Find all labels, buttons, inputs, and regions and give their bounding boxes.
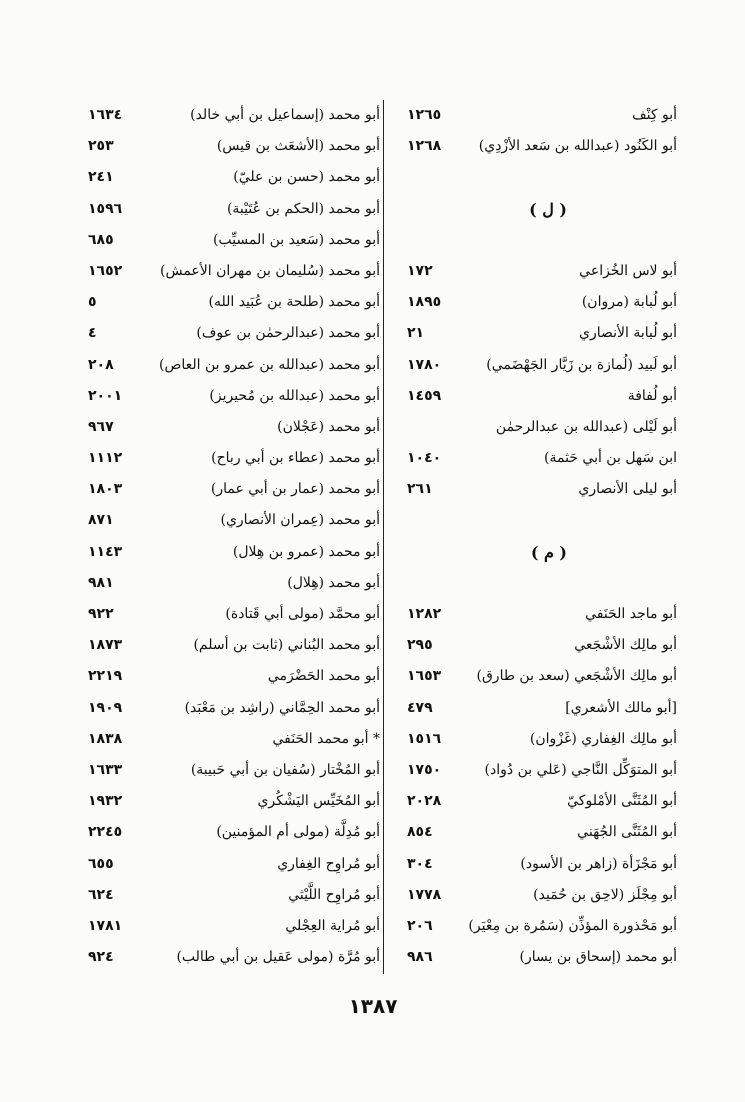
section-letter: ( ل )	[529, 199, 567, 219]
entry-number: ٢٠٢٨	[407, 793, 442, 810]
entry-name: أبو مُرَّة (مولى عَقيل بن أبي طالب)	[176, 949, 380, 966]
entry-number: ٦٢٤	[88, 886, 114, 903]
entry-name: أبو محمد البُناني (ثابت بن أسلم)	[193, 637, 380, 654]
entry-name: أبو المُثَنَّى الجُهَني	[577, 824, 677, 841]
entry-name: أبو محمد (الحكم بن عُتَيْبة)	[226, 200, 380, 217]
index-entry	[88, 599, 380, 630]
left-column	[88, 100, 380, 974]
entry-name: أبو كِنْف	[632, 107, 677, 123]
entry-name: أبو محمَّد (مولى أبي قَتادة)	[225, 606, 380, 622]
index-entry	[88, 661, 380, 692]
entry-number: ٩٨٦	[407, 949, 433, 966]
index-entry	[407, 350, 677, 381]
index-entry	[407, 225, 677, 256]
entry-number: ٩٦٧	[88, 418, 114, 435]
index-entry	[88, 755, 380, 786]
index-entry	[407, 817, 677, 848]
entry-number: ١٨٣٨	[88, 730, 123, 747]
entry-number: ٢٤١	[88, 169, 114, 186]
entry-name: أبو مالِك الأشْجَعي (سعد بن طارق)	[476, 668, 677, 685]
entry-number: ٦٨٥	[88, 231, 114, 248]
entry-number: ١٨٧٣	[88, 637, 123, 654]
entry-number: ١٦٣٣	[88, 761, 123, 778]
entry-number: ٢٢٤٥	[88, 824, 123, 841]
index-entry	[407, 443, 677, 474]
entry-name: أبو لُفافة	[627, 387, 677, 404]
index-entry	[407, 661, 677, 692]
entry-name: أبو المُثَنَّى الأمْلوكيّ	[567, 793, 677, 810]
index-entry	[88, 880, 380, 911]
index-entry	[407, 505, 677, 536]
entry-number: ١٧٧٨	[407, 886, 442, 903]
entry-name: أبو لَيْلى (عبدالله بن عبدالرحمٰن	[495, 418, 677, 435]
entry-name: أبو المُخْتار (سُفيان بن أبي حَبيبة)	[190, 761, 380, 778]
entry-number: ١٢٦٨	[407, 138, 442, 155]
entry-name: أبو المُخَيِّس اليَشْكُري	[257, 793, 380, 810]
index-entry	[88, 412, 380, 443]
entry-number: ٩٢٤	[88, 949, 114, 966]
entry-name: أبو محمد الحَضْرَمي	[267, 668, 380, 685]
entry-name: أبو مَحْذورة المؤذِّن (سَمُرة بن مِعْيَر)	[468, 917, 677, 934]
entry-number: ٩٨١	[88, 574, 114, 591]
entry-number: ١٧٨١	[88, 917, 123, 934]
entry-number: ١٥١٦	[407, 730, 442, 747]
entry-number: ١٥٩٦	[88, 200, 123, 217]
right-column	[407, 100, 677, 974]
section-letter: ( م )	[530, 542, 567, 562]
entry-number: ٨٧١	[88, 512, 114, 529]
entry-number: ١٢٦٥	[407, 107, 442, 123]
index-entry	[407, 568, 677, 599]
index-entry	[88, 724, 380, 755]
entry-name: أبو مُدِلَّة (مولى أم المؤمنين)	[216, 824, 380, 841]
entry-name: أبو الكَنُود (عبدالله بن سَعد الأزْدِي)	[478, 138, 677, 155]
entry-number: ٥	[88, 294, 97, 311]
entry-number: ٢٠٠١	[88, 387, 123, 404]
entry-name: أبو محمد (عبدالرحمٰن بن عوف)	[196, 325, 380, 342]
section-heading	[407, 537, 677, 568]
entry-name: أبو محمد (طلحة بن عُبَيد الله)	[208, 294, 380, 311]
index-entry	[407, 474, 677, 505]
index-entry	[88, 693, 380, 724]
entry-number: ١٦٥٢	[88, 262, 123, 279]
entry-number: ٢٢١٩	[88, 668, 123, 685]
index-entry	[407, 412, 677, 443]
index-entry	[88, 505, 380, 536]
entry-name: أبو مَجْزَأة (زاهر بن الأسود)	[520, 855, 677, 872]
entry-name: أبو محمد (حسن بن عليّ)	[233, 169, 380, 186]
index-entry	[407, 100, 677, 131]
entry-number: ٢١	[407, 325, 425, 342]
entry-name: أبو محمد (إسماعيل بن أبي خالد)	[190, 107, 380, 123]
entry-name: أبو لاس الخُزاعي	[579, 262, 677, 279]
index-entry	[407, 880, 677, 911]
entry-number: ٢٩٥	[407, 637, 433, 654]
index-entry	[88, 443, 380, 474]
entry-name: أبو لَبيد (لُمازة بن زَيَّار الجَهْضَمي)	[486, 356, 677, 373]
entry-number: ١٦٣٤	[88, 107, 123, 123]
entry-number: ١٨٩٥	[407, 294, 442, 311]
index-entry	[407, 693, 677, 724]
index-entry	[407, 162, 677, 193]
index-entry	[88, 474, 380, 505]
index-entry	[88, 630, 380, 661]
entry-name: أبو ماجد الحَنَفي	[585, 606, 677, 622]
entry-name: أبو لُبابة (مروان)	[581, 294, 677, 311]
index-entry	[88, 131, 380, 162]
entry-name: أبو محمد (عطاء بن أبي رباح)	[211, 450, 380, 467]
index-entry	[88, 162, 380, 193]
index-entry	[407, 131, 677, 162]
entry-number: ١٧٨٠	[407, 356, 442, 373]
entry-name: أبو لُبابة الأنصاري	[579, 325, 677, 342]
index-entry	[88, 287, 380, 318]
index-entry	[407, 599, 677, 630]
entry-name: [أبو مالك الأشعري]	[565, 699, 677, 716]
entry-number: ٢٥٣	[88, 138, 114, 155]
column-divider	[383, 100, 384, 974]
index-entry	[407, 849, 677, 880]
section-heading	[407, 194, 677, 225]
entry-number: ٦٥٥	[88, 855, 114, 872]
entry-name: أبو محمد (عمرو بن هِلال)	[232, 543, 380, 560]
entry-name: أبو محمد (سُليمان بن مهران الأعمش)	[160, 262, 380, 279]
index-entry	[88, 942, 380, 973]
entry-number: ١١٤٣	[88, 543, 123, 560]
entry-name: أبو محمد (هِلال)	[287, 574, 380, 591]
index-entry	[88, 256, 380, 287]
entry-name: أبو مُراوِح الغِفاري	[277, 855, 380, 872]
entry-name: أبو محمد (عَجْلان)	[277, 418, 380, 435]
entry-number: ٤	[88, 325, 97, 342]
entry-name: أبو ليلى الأنصاري	[578, 481, 677, 498]
entry-name: أبو المتوَكِّل النَّاجي (عَلي بن دُواد)	[484, 761, 677, 778]
entry-number: ٣٠٤	[407, 855, 433, 872]
index-entry	[88, 318, 380, 349]
entry-number: ١٩٣٢	[88, 793, 123, 810]
entry-name: أبو محمد الحِمَّاني (راشِد بن مَعْبَد)	[184, 699, 380, 716]
entry-number: ١٨٠٣	[88, 481, 123, 498]
entry-name: أبو محمد (إسحاق بن يسار)	[519, 949, 677, 966]
entry-number: ١٤٥٩	[407, 387, 442, 404]
index-entry	[88, 194, 380, 225]
entry-number: ٢٦١	[407, 481, 433, 498]
index-entry	[407, 724, 677, 755]
entry-name: أبو مالِك الغِفاري (غَزْوان)	[529, 730, 677, 747]
entry-name: أبو مُراية العِجْلي	[285, 917, 380, 934]
entry-name: ابن سَهل بن أبي حَثمة)	[544, 450, 677, 467]
entry-number: ٢٠٦	[407, 917, 433, 934]
index-entry	[88, 225, 380, 256]
entry-number: ٩٢٢	[88, 606, 114, 622]
index-entry	[407, 942, 677, 973]
entry-number: ١١١٢	[88, 450, 123, 467]
index-entry	[407, 786, 677, 817]
index-entry	[88, 786, 380, 817]
entry-number: ٢٠٨	[88, 356, 114, 373]
entry-name: أبو محمد (عبدالله بن عمرو بن العاص)	[159, 356, 380, 373]
index-entry	[407, 256, 677, 287]
index-entry	[407, 630, 677, 661]
entry-number: ١٢٨٢	[407, 606, 442, 622]
index-entry	[88, 350, 380, 381]
entry-name: أبو محمد (عمار بن أبي عمار)	[210, 481, 380, 498]
entry-name: أبو محمد (عبدالله بن مُحيريز)	[209, 387, 380, 404]
entry-name: أبو محمد (الأشعَث بن قيس)	[216, 138, 380, 155]
index-entry	[88, 100, 380, 131]
index-entry	[407, 755, 677, 786]
entry-number: ١٦٥٣	[407, 668, 442, 685]
entry-number: ١٧٢	[407, 262, 433, 279]
index-entry	[407, 381, 677, 412]
index-entry	[88, 911, 380, 942]
index-entry	[407, 287, 677, 318]
index-entry	[407, 318, 677, 349]
entry-number: ١٠٤٠	[407, 450, 442, 467]
entry-name: أبو مِجْلَز (لاحِق بن حُمَيد)	[533, 886, 677, 903]
page-number: ١٣٨٧	[348, 994, 398, 1018]
index-entry	[88, 817, 380, 848]
entry-number: ١٩٠٩	[88, 699, 123, 716]
entry-name: أبو مُراوِح اللَّيْثي	[288, 886, 380, 903]
entry-number: ١٧٥٠	[407, 761, 442, 778]
entry-name: أبو مالِك الأشْجَعي	[574, 637, 677, 654]
entry-number: ٤٧٩	[407, 699, 433, 716]
entry-name: أبو محمد (سَعيد بن المسيِّب)	[212, 231, 380, 248]
entry-name: * أبو محمد الحَنَفي	[272, 730, 380, 747]
entry-number: ٨٥٤	[407, 824, 433, 841]
index-entry	[88, 381, 380, 412]
index-entry	[407, 911, 677, 942]
index-entry	[88, 568, 380, 599]
index-entry	[88, 849, 380, 880]
index-entry	[88, 537, 380, 568]
entry-name: أبو محمد (عِمران الأنصاري)	[220, 512, 380, 529]
